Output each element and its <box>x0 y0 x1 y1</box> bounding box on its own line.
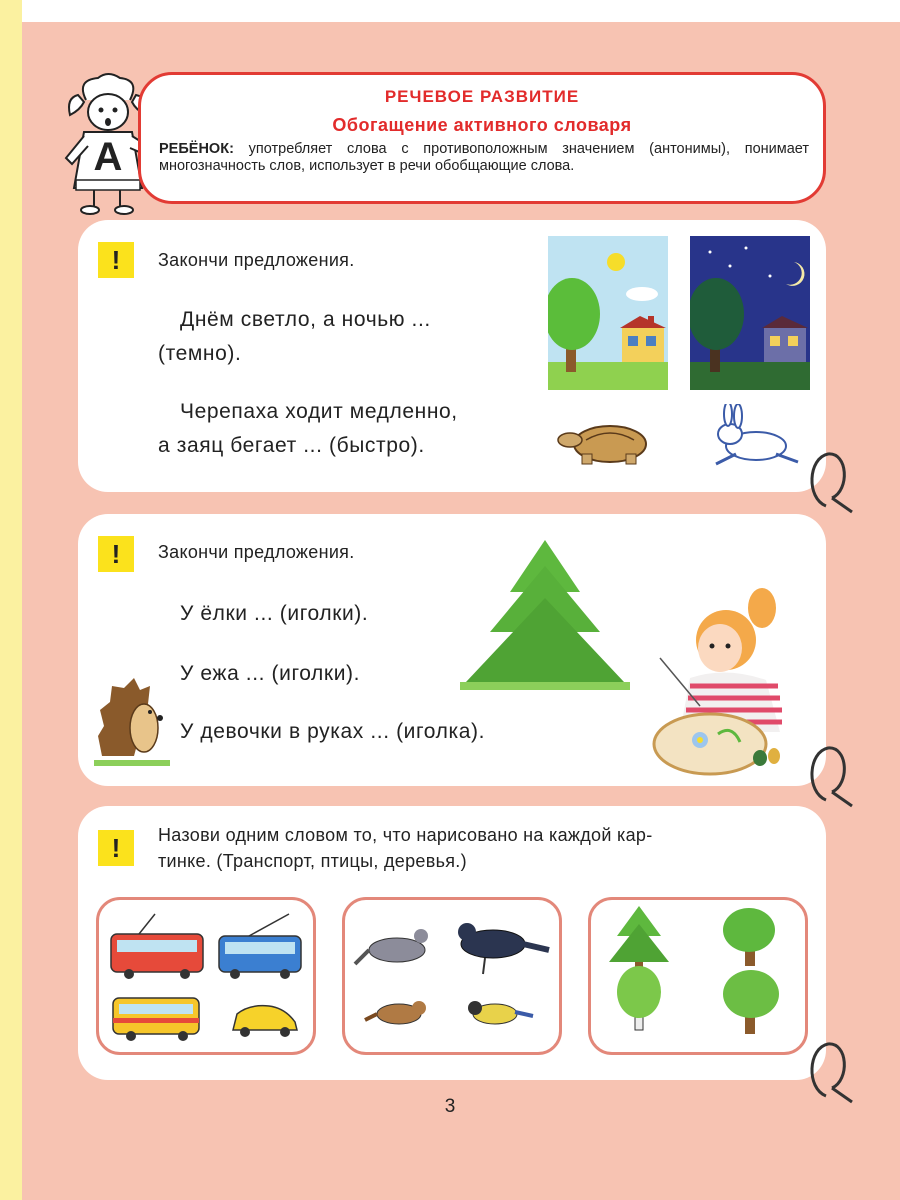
trees-picture-box <box>588 897 808 1055</box>
birch-tree-icon <box>617 966 661 1030</box>
sentence-hedgehog-needles: У ежа ... (иголки). <box>180 662 361 685</box>
sentence-turtle-hare-a: Черепаха ходит медленно, <box>180 400 458 423</box>
car-icon <box>233 1006 297 1037</box>
task-mark: ! <box>98 242 134 278</box>
section-subtitle: Обогащение активного словаря <box>332 115 632 135</box>
side-stripe <box>0 0 22 1200</box>
turtle-picture <box>556 416 660 468</box>
task-instruction: Закончи предложения. <box>158 542 355 562</box>
binder-ring-icon <box>806 446 856 516</box>
sentence-day-night-b: (темно). <box>158 342 242 365</box>
top-margin <box>22 0 900 22</box>
child-label: РЕБЁНОК: <box>159 141 234 157</box>
section-description <box>159 141 809 175</box>
task-instruction-line-2: тинке. (Транспорт, птицы, деревья.) <box>158 851 467 871</box>
task-instruction: Закончи предложения. <box>158 250 355 270</box>
crow-icon <box>458 923 549 974</box>
task-mark: ! <box>98 536 134 572</box>
sentence-girl-needle: У девочки в руках ... (иголка). <box>180 720 486 743</box>
girl-embroidering-picture <box>640 582 800 788</box>
child-text: употребляет слова с противоположным значением (антонимы), понимает многозначность слов, использует в речи обобщающие слова. <box>159 141 809 174</box>
day-house-picture <box>548 236 668 390</box>
bus-icon <box>113 998 199 1041</box>
fir-tree-picture <box>460 536 630 692</box>
birds-picture-box <box>342 897 562 1055</box>
fir-tree-icon <box>609 906 669 970</box>
page-number: 3 <box>444 1096 456 1117</box>
trees-pictures <box>591 900 805 1052</box>
sparrow-icon <box>365 1001 426 1024</box>
oak-tree-icon <box>723 908 775 966</box>
section-title: РЕЧЕВОЕ РАЗВИТИЕ <box>384 87 580 106</box>
transport-pictures <box>99 900 313 1052</box>
section-header <box>138 72 826 204</box>
cuckoo-icon <box>355 929 428 964</box>
trolleybus-icon <box>219 914 301 979</box>
task-mark: ! <box>98 830 134 866</box>
hare-picture <box>706 404 802 474</box>
sentence-fir-needles: У ёлки ... (иголки). <box>180 602 369 625</box>
hedgehog-picture <box>94 676 170 768</box>
transport-picture-box <box>96 897 316 1055</box>
leafy-tree-icon <box>723 970 779 1034</box>
night-house-picture <box>690 236 810 390</box>
tram-icon <box>111 914 203 979</box>
binder-ring-icon <box>806 740 856 810</box>
sentence-day-night-a: Днём светло, а ночью ... <box>180 308 431 331</box>
task-instruction-line-1: Назови одним словом то, что нарисовано на каждой кар- <box>158 825 653 845</box>
mascot-letter: А <box>93 135 123 179</box>
titmouse-icon <box>468 1001 533 1024</box>
sentence-turtle-hare-b: а заяц бегает ... (быстро). <box>158 434 425 457</box>
birds-pictures <box>345 900 559 1052</box>
